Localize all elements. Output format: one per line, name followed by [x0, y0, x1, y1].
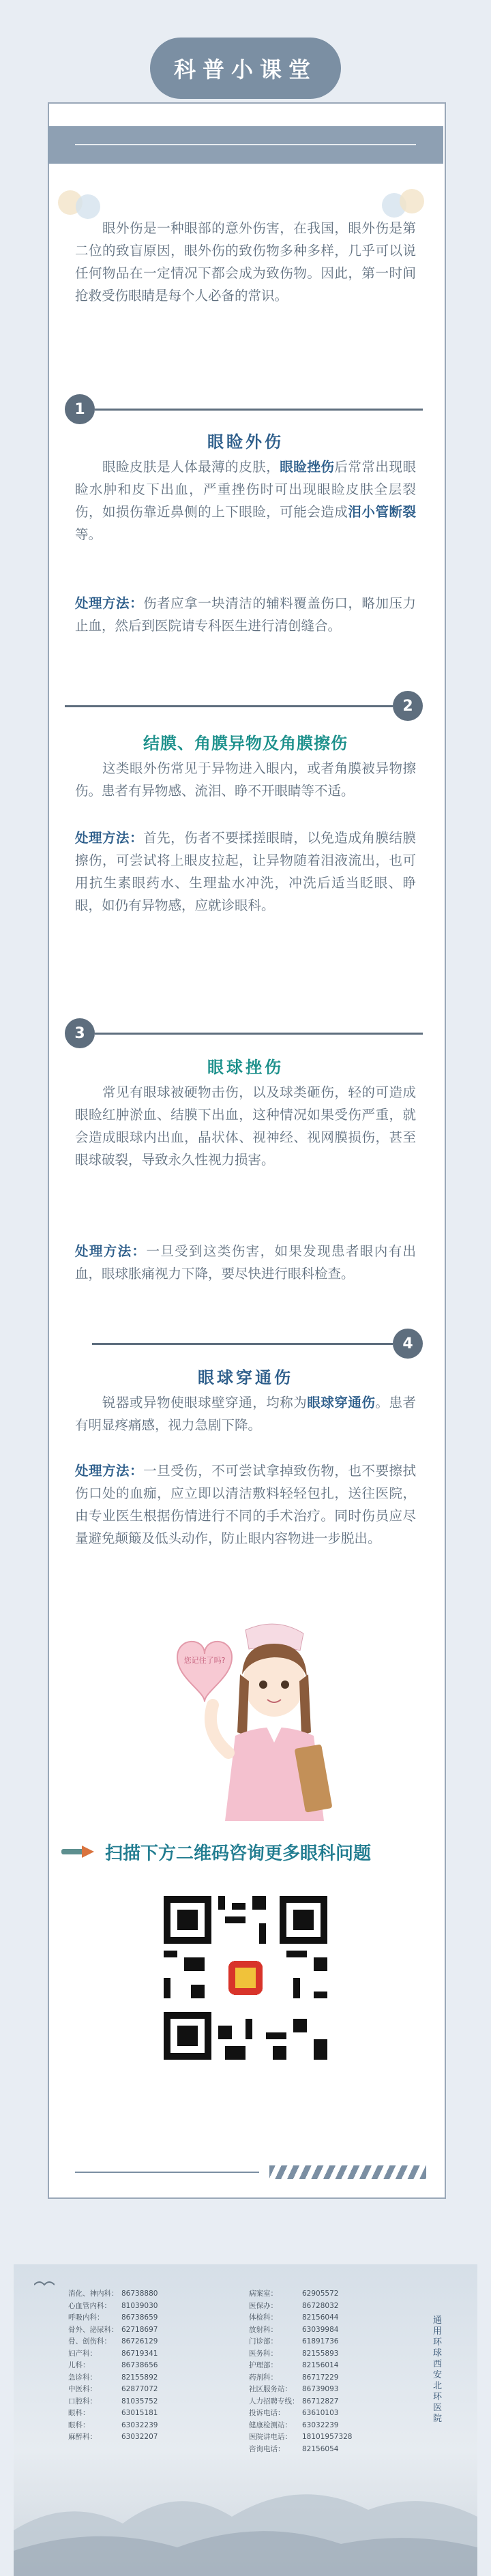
section-number: 1: [65, 394, 95, 424]
section-4-title: 眼球穿通伤: [198, 1368, 293, 1387]
divider: [75, 2172, 259, 2173]
directory-row: 急诊科： 82155892: [68, 2373, 158, 2382]
bird-icon: [34, 2278, 55, 2292]
section-1-body: 眼睑皮肤是人体最薄的皮肤，眼睑挫伤后常常出现眼睑水肿和皮下出血，严重挫伤时可出现眼睑皮肤全层裂伤，如损伤靠近鼻侧的上下眼睑，可能会造成泪小管断裂等。: [75, 459, 416, 542]
section-1-title: 眼睑外伤: [207, 432, 284, 451]
section-4-method: 处理方法：一旦受伤，不可尝试拿掉致伤物，也不要擦拭伤口处的血痂，应立即以清洁敷料轻轻包扎，送往医院，由专业医生根据伤情进行不同的手术治疗。同时伤员应尽量避免颠簸及低头动作，防止眼内容物进一步脱出。: [75, 1463, 416, 1546]
section-3-body: 常见有眼球被硬物击伤，以及球类砸伤，轻的可造成眼睑红肿淤血、结膜下出血，这种情况如果受伤严重，就会造成眼球内出血，晶状体、视神经、视网膜损伤，甚至眼球破裂，导致永久性视力损害。: [75, 1084, 416, 1168]
directory-row: 医院讲电话： 18101957328: [249, 2433, 353, 2441]
heart-icon: [177, 1642, 232, 1702]
title-bar: [48, 126, 443, 164]
directory-row: 医务科： 82155893: [249, 2349, 339, 2358]
section-3-method: 处理方法：一旦受到这类伤害，如果发现患者眼内有出血，眼球胀痛视力下降，要尽快进行眼科检查。: [75, 1243, 416, 1282]
section-4-header: [92, 1327, 423, 1361]
hospital-name: 通用环球西安北环医院: [433, 2315, 443, 2424]
section-2-method: 处理方法：首先，伤者不要揉搓眼睛，以免造成角膜结膜擦伤，可尝试将上眼皮拉起，让异物随着泪液流出，也可用抗生素眼药水、生理盐水冲洗，冲洗后适当眨眼、睁眼，如仍有异物感，应就诊眼科。: [75, 830, 416, 913]
directory-row: 麻醉科： 63032207: [68, 2433, 158, 2441]
directory-row: 中医科： 62877072: [68, 2385, 158, 2393]
directory-row: 病案室： 62905572: [249, 2290, 339, 2298]
section-3-header: [65, 1016, 423, 1050]
stripe-divider: [269, 2165, 426, 2179]
qr-code[interactable]: [157, 1889, 334, 2067]
directory-row: 医保办： 86728032: [249, 2301, 339, 2310]
section-1-header: [65, 392, 423, 426]
directory-row: 呼吸内科： 86738659: [68, 2313, 158, 2322]
directory-row: 儿科： 86738656: [68, 2361, 158, 2369]
heart-bubble-text: 您记住了吗?: [183, 1656, 226, 1665]
scan-prompt: 扫描下方二维码咨询更多眼科问题: [61, 1838, 430, 1865]
directory-row: 健康检测站： 63032239: [249, 2420, 339, 2429]
directory-row: 护理部： 82156014: [249, 2361, 339, 2369]
directory-row: 放射科： 63039984: [249, 2325, 339, 2334]
pointing-hand-icon: [61, 1844, 95, 1859]
section-number: 4: [393, 1329, 423, 1359]
directory-row: 口腔科： 81035752: [68, 2397, 158, 2405]
section-1-method: 处理方法：伤者应拿一块清洁的辅料覆盖伤口，略加压力止血，然后到医院请专科医生进行清创缝合。: [75, 595, 416, 634]
section-4-body: 锐器或异物使眼球壁穿通，均称为眼球穿通伤。患者有明显疼痛感，视力急剧下降。: [75, 1395, 416, 1433]
directory-right: [249, 2288, 353, 2455]
intro-paragraph: 眼外伤是一种眼部的意外伤害，在我国，眼外伤是第二位的致盲原因，眼外伤的致伤物多种多样，几乎可以说任何物品在一定情况下都会成为致伤物。因此，第一时间抢救受伤眼睛是每个人必备的常识。: [75, 220, 416, 304]
section-2-title: 结膜、角膜异物及角膜擦伤: [143, 734, 348, 753]
nurse-illustration: [164, 1616, 341, 1821]
section-number: 2: [393, 691, 423, 721]
section-number: 3: [65, 1018, 95, 1048]
directory-row: 心血管内科： 81039030: [68, 2301, 158, 2310]
directory-row: 咨询电话： 82156054: [249, 2444, 339, 2453]
directory-row: 药剂科： 86717229: [249, 2373, 339, 2382]
directory-row: 骨外、泌尿科： 62718697: [68, 2325, 158, 2334]
directory-left: [68, 2288, 158, 2444]
section-3-title: 眼球挫伤: [207, 1058, 284, 1077]
page-title: 科普小课堂: [150, 38, 341, 99]
mountain-landscape: [14, 2469, 477, 2576]
directory-row: 骨、创伤科： 86726129: [68, 2337, 158, 2345]
directory-row: 门诊部： 61891736: [249, 2337, 339, 2345]
directory-row: 投诉电话： 63610103: [249, 2409, 339, 2417]
directory-row: 人力招聘专线： 86712827: [249, 2397, 339, 2405]
section-2-body: 这类眼外伤常见于异物进入眼内，或者角膜被异物擦伤。患者有异物感、流泪、睁不开眼睛等不适。: [75, 760, 416, 799]
directory-row: 妇产科： 86719341: [68, 2349, 158, 2358]
directory-row: 眼科： 63032239: [68, 2420, 158, 2429]
directory-row: 眼科： 63015181: [68, 2409, 158, 2417]
directory-row: 消化、神内科： 86738880: [68, 2290, 158, 2298]
directory-row: 体检科： 82156044: [249, 2313, 339, 2322]
section-2-header: [65, 689, 423, 723]
directory-row: 社区服务站： 86739093: [249, 2385, 339, 2393]
